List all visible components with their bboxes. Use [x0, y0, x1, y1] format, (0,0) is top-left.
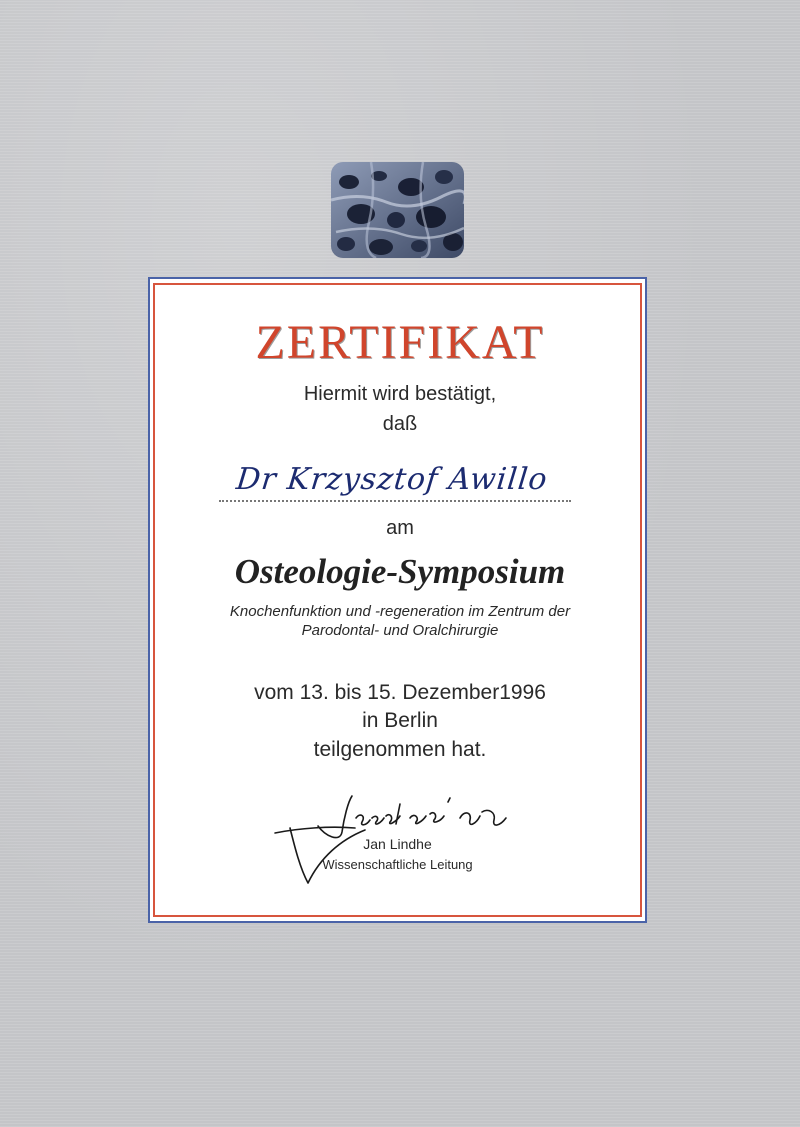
signer-name: Jan Lindhe: [363, 836, 432, 852]
participated-text: teilgenommen hat.: [313, 738, 487, 761]
confirmation-text: Hiermit wird bestätigt,: [303, 383, 497, 405]
recipient-name: Dr Krzysztof Awillo: [234, 462, 550, 497]
event-name: Osteologie-Symposium: [234, 552, 566, 591]
bone-structure-image: [331, 162, 464, 258]
am-text: am: [386, 517, 414, 539]
name-dotted-line: [219, 500, 571, 502]
event-subtitle-line1: Knochenfunktion und -regeneration im Zentrum der: [229, 603, 571, 620]
event-location: in Berlin: [362, 709, 438, 732]
certificate-title: ZERTIFIKAT: [255, 316, 545, 369]
signer-role: Wissenschaftliche Leitung: [322, 857, 473, 872]
dass-text: daß: [382, 413, 418, 435]
event-subtitle-line2: Parodontal- und Oralchirurgie: [301, 622, 499, 639]
event-dates: vom 13. bis 15. Dezember1996: [254, 681, 546, 704]
